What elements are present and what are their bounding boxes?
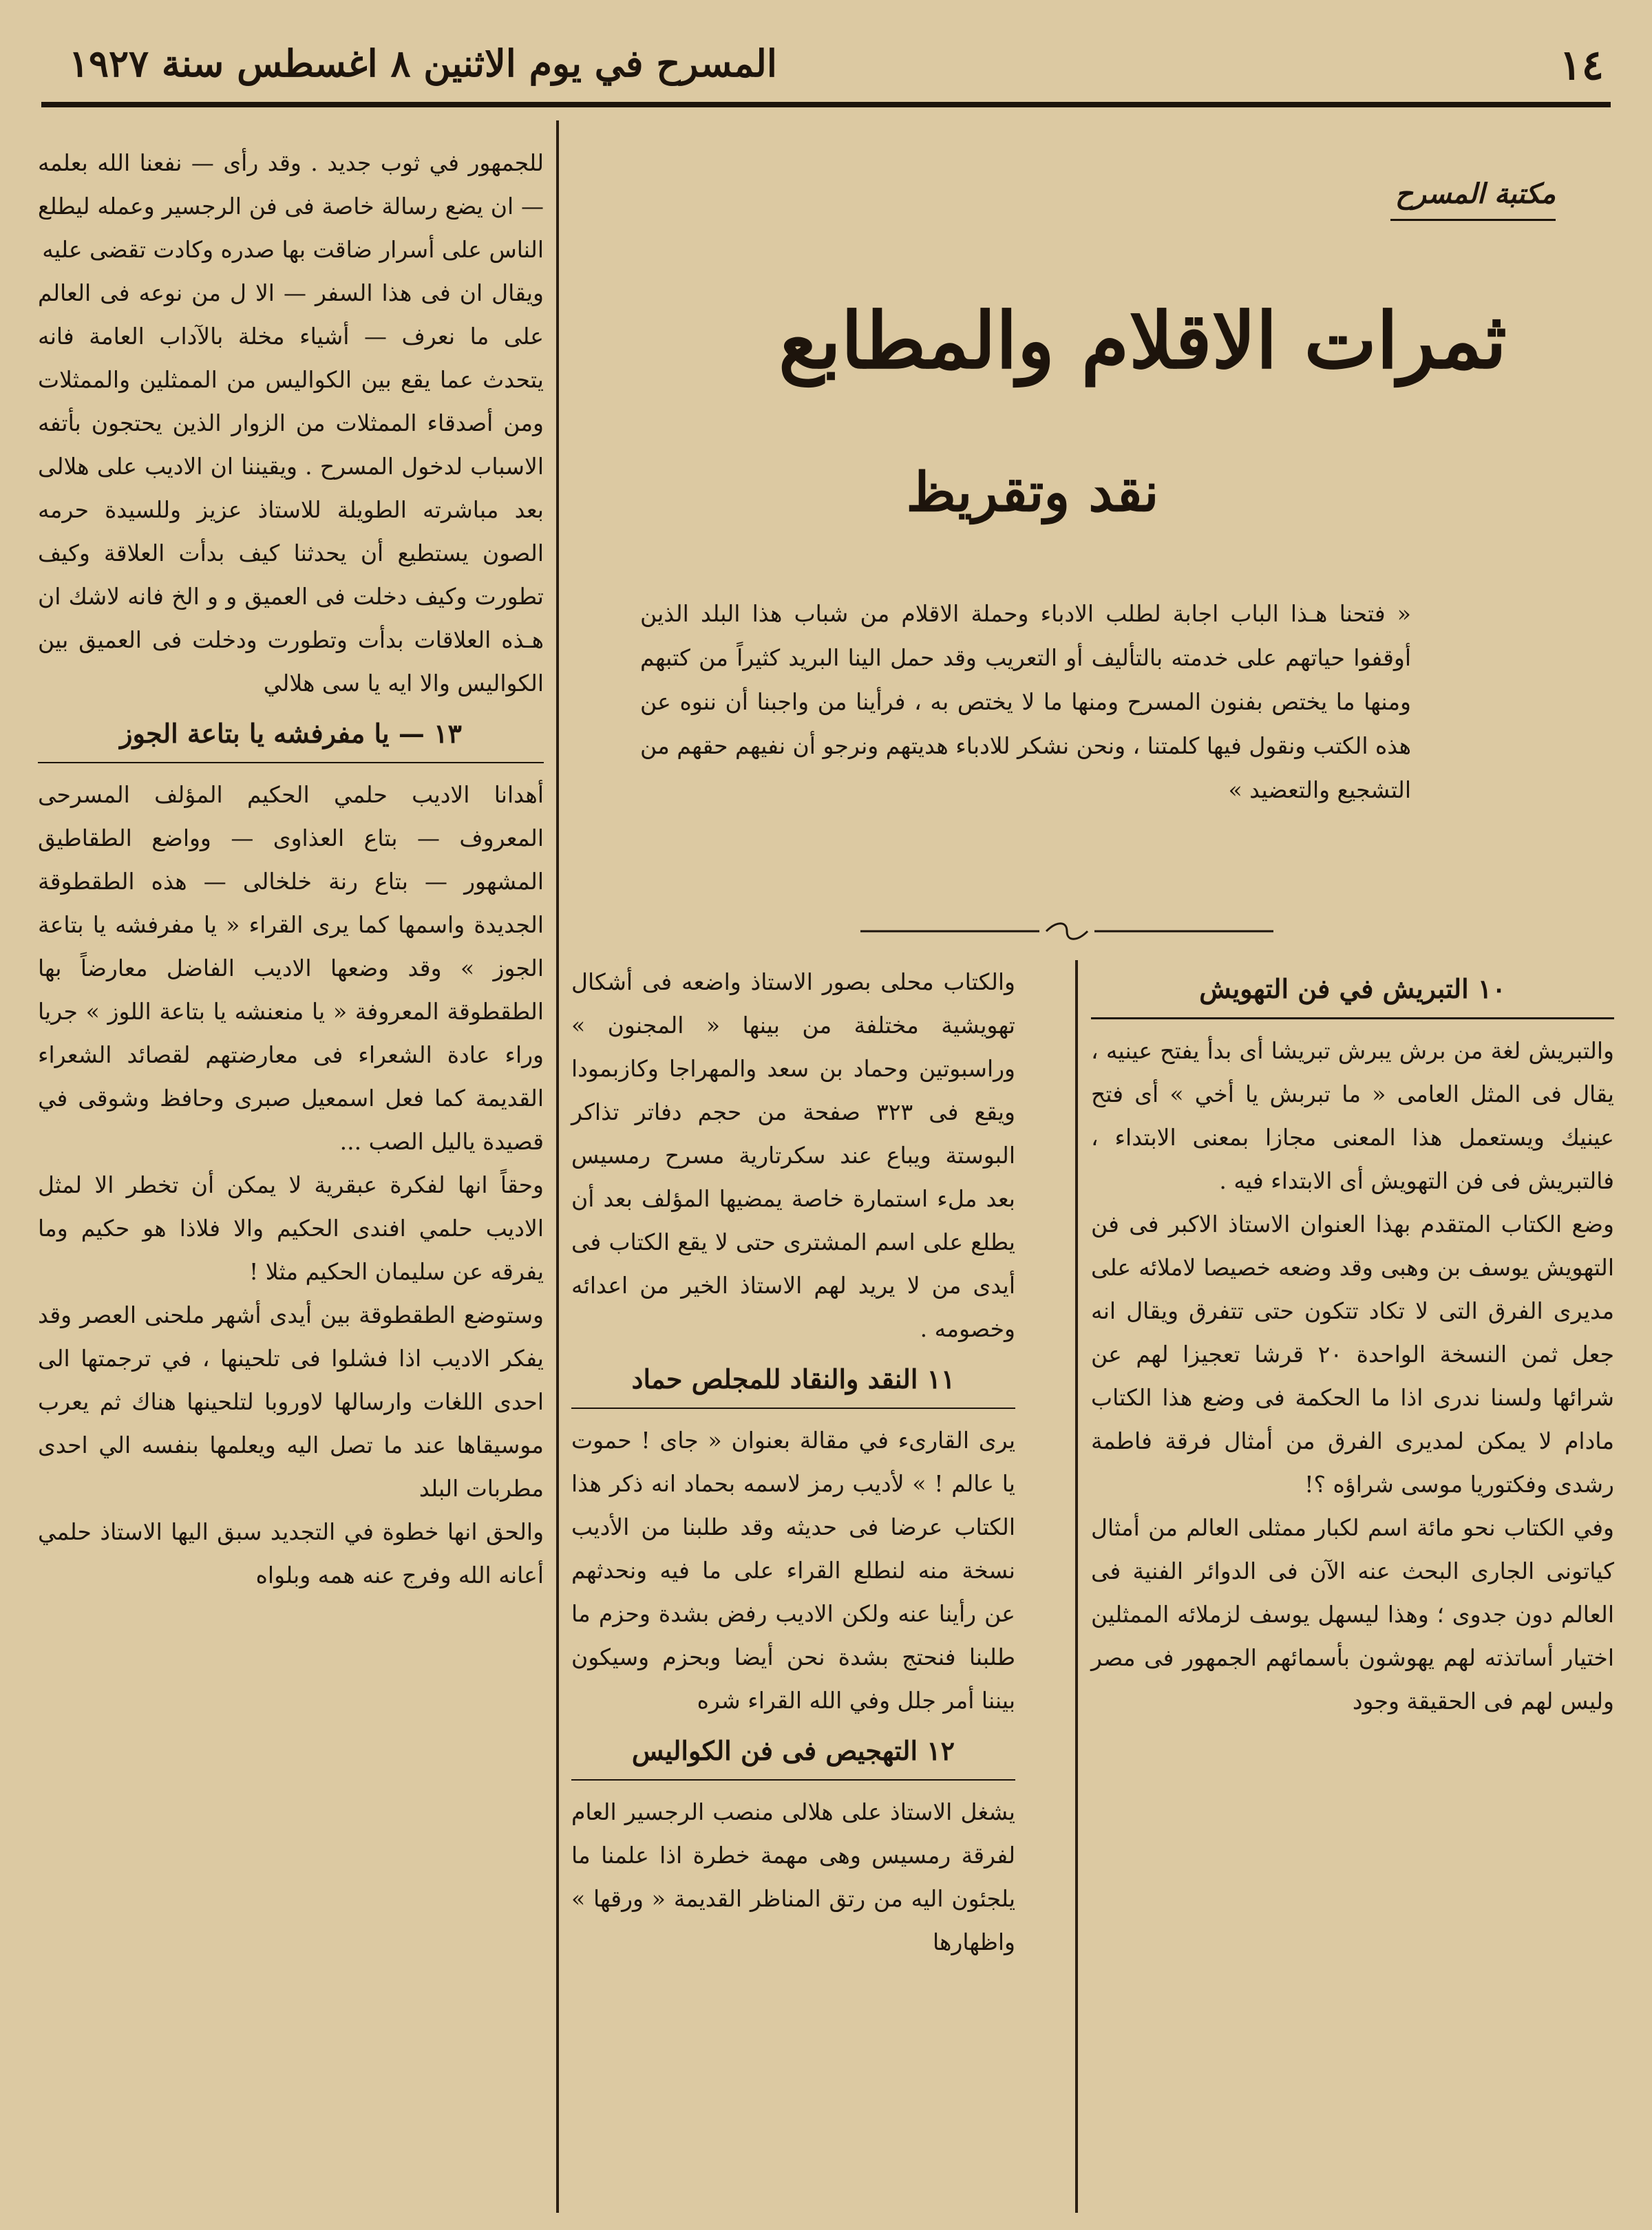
right-column	[1091, 960, 1614, 1723]
article-paragraph: وضع الكتاب المتقدم بهذا العنوان الاستاذ الاكبر فى فن التهويش يوسف بن وهبى وقد وضعه خصيصا لاملائه على مديرى الفرق التى لا تكاد تتكون حتى تتفرق ويقال انه جعل ثمن النسخة الواحدة ٢٠ قرشا تعجيزا لهم عن شرائها ولسنا ندرى اذا ما الحكمة فى وضع هذا الكتاب مادام لا يمكن لمديرى الفرق من أمثال فرقة فاطمة رشدى وفكتوريا موسى شراؤه ؟!	[1091, 1211, 1614, 1498]
article-paragraph: والتبريش لغة من برش يبرش تبريشا أى بدأ يفتح عينيه ، يقال فى المثل العامى « ما تبربش يا أخي » أى فتح عينيك ويستعمل هذا المعنى مجازا بمعنى الابتداء ، فالتبريش فى فن التهويش أى الابتداء فيه .	[1091, 1037, 1614, 1194]
intro-paragraph: « فتحنا هـذا الباب اجابة لطلب الادباء وحملة الاقلام من شباب هذا البلد الذين أوقفوا حياتهم على خدمته بالتأليف أو التعريب وقد حمل الينا البريد كثيراً من كتبهم ومنها ما يختص بفنون المسرح ومنها ما لا يختص به ، فرأينا من واجبنا أن ننوه عن هذه الكتب ونقول فيها كلمتنا ، ونحن نشكر للادباء هديتهم ونرجو أن نفيهم حقهم من التشجيع والتعضيد »	[640, 600, 1411, 803]
page-number: ١٤	[1559, 41, 1604, 89]
article-paragraph: يرى القارىء في مقالة بعنوان « جاى ! حموت يا عالم ! » لأديب رمز لاسمه بحماد انه ذكر هذا الكتاب عرضا فى حديثه وقد طلبنا من الأديب نسخة منه لنطلع القراء على ما فيه ونحدثهم عن رأينا عنه ولكن الاديب رفض بشدة وحزم ما طلبنا فنحتج بشدة نحن أيضا وبحزم وسيكون بيننا أمر جلل وفي الله القراء شره	[571, 1427, 1015, 1714]
section-heading-12: ١٢ التهجيص فى فن الكواليس	[631, 1735, 955, 1766]
section-label-underline	[1390, 219, 1556, 221]
article-paragraph: ويقال ان فى هذا السفر — الا ل من نوعه فى العالم على ما نعرف — أشياء مخلة بالآداب العامة فانه يتحدث عما يقع بين الكواليس من الممثلين والممثلات ومن أصدقاء الممثلات من الزوار الذين يحتجون بأتفه الاسباب لدخول المسرح . ويقيننا ان الاديب على هلالى بعد مباشرته الطويلة للاستاذ عزيز وللسيدة حرمه الصون يستطيع أن يحدثنا كيف بدأت العلاقة وكيف تطورت وكيف دخلت فى العميق و و الخ فانه لاشك ان هـذه العلاقات بدأت وتطورت ودخلت فى العميق بين الكواليس والا ايه يا سى هلالي	[38, 279, 544, 697]
article-paragraph: أهدانا الاديب حلمي الحكيم المؤلف المسرحى المعروف — بتاع العذاوى — وواضع الطقاطيق المشهور — بتاع رنة خلخالى — هذه الطقطوقة الجديدة واسمها كما يرى القراء « يا مفرفشه يا بتاعة الجوز » وقد وضعها الاديب الفاضل معارضاً بها الطقطوقة المعروفة « يا منعنشه يا بتاعة اللوز » جريا وراء عادة الشعراء فى معارضتهم لقصائد الشعراء القديمة كما فعل اسمعيل صبرى وحافظ وشوقى في قصيدة ياليل الصب ...	[38, 781, 544, 1155]
section-heading-11: ١١ النقد والنقاد للمجلص حماد	[631, 1363, 955, 1394]
ornament-divider	[860, 921, 1273, 942]
article-paragraph: وفي الكتاب نحو مائة اسم لكبار ممثلى العالم من أمثال كياتونى الجارى البحث عنه الآن فى الدوائر الفنية فى العالم دون جدوى ؛ وهذا ليسهل يوسف لزملائه الممثلين اختيار أساتذته لهم يهوشون بأسمائهم الجمهور فى مصر وليس لهم فى الحقيقة وجود	[1091, 1514, 1614, 1714]
article-paragraph: وستوضع الطقطوقة بين أيدى أشهر ملحنى العصر وقد يفكر الاديب اذا فشلوا فى تلحينها ، في ترجمتها الى احدى اللغات وارسالها لاوروبا لتلحينها هناك ثم يعرب موسيقاها عند ما تصل اليه ويعلمها بنفسه الي احدى مطربات البلد	[38, 1302, 544, 1502]
section-rule	[571, 1779, 1015, 1781]
article-paragraph: والحق انها خطوة في التجديد سبق اليها الاستاذ حلمي أعانه الله وفرج عنه همه وبلواه	[38, 1518, 544, 1589]
section-label: مكتبة المسرح	[1395, 178, 1556, 210]
section-rule	[38, 762, 544, 763]
section-rule	[1091, 1017, 1614, 1019]
column-divider-right	[1075, 960, 1078, 2213]
sub-title: نقد وتقريظ	[906, 461, 1159, 524]
section-heading-13: ١٣ — يا مفرفشه يا بتاعة الجوز	[120, 718, 462, 749]
running-head: المسرح في يوم الاثنين ٨ اغسطس سنة ١٩٢٧	[69, 41, 777, 85]
section-rule	[571, 1408, 1015, 1409]
article-paragraph: يشغل الاستاذ على هلالى منصب الرجسير العام لفرقة رمسيس وهى مهمة خطرة اذا علمنا ما يلجئون اليه من رتق المناظر القديمة « ورقها » واظهارها	[571, 1798, 1015, 1955]
column-divider-left	[556, 120, 559, 2213]
main-title: ثمرات الاقلام والمطابع	[779, 296, 1507, 386]
header-rule	[41, 102, 1611, 107]
article-paragraph: للجمهور في ثوب جديد . وقد رأى — نفعنا الله بعلمه — ان يضع رسالة خاصة فى فن الرجسير وعمله ليطلع الناس على أسرار ضاقت بها صدره وكادت تقضى عليه	[38, 149, 544, 263]
middle-column	[571, 960, 1015, 1964]
article-paragraph: وحقاً انها لفكرة عبقرية لا يمكن أن تخطر الا لمثل الاديب حلمي افندى الحكيم والا فلاذا هو حكيم وما يفرقه عن سليمان الحكيم مثلا !	[38, 1171, 544, 1285]
left-column	[38, 141, 544, 1597]
page-header	[41, 34, 1611, 103]
section-heading-10: ١٠ التبريش في فن التهويش	[1199, 973, 1506, 1004]
article-paragraph: والكتاب محلى بصور الاستاذ واضعه فى أشكال تهويشية مختلفة من بينها « المجنون » وراسبوتين وحماد بن سعد والمهراجا وكازبمودا ويقع فى ٣٢٣ صفحة من حجم دفاتر تذاكر البوستة ويباع عند سكرتارية مسرح رمسيس بعد ملء استمارة خاصة يمضيها المؤلف بعد أن يطلع على اسم المشترى حتى لا يقع الكتاب فى أيدى من لا يريد لهم الاستاذ الخير من اعدائه وخصومه .	[571, 968, 1015, 1342]
